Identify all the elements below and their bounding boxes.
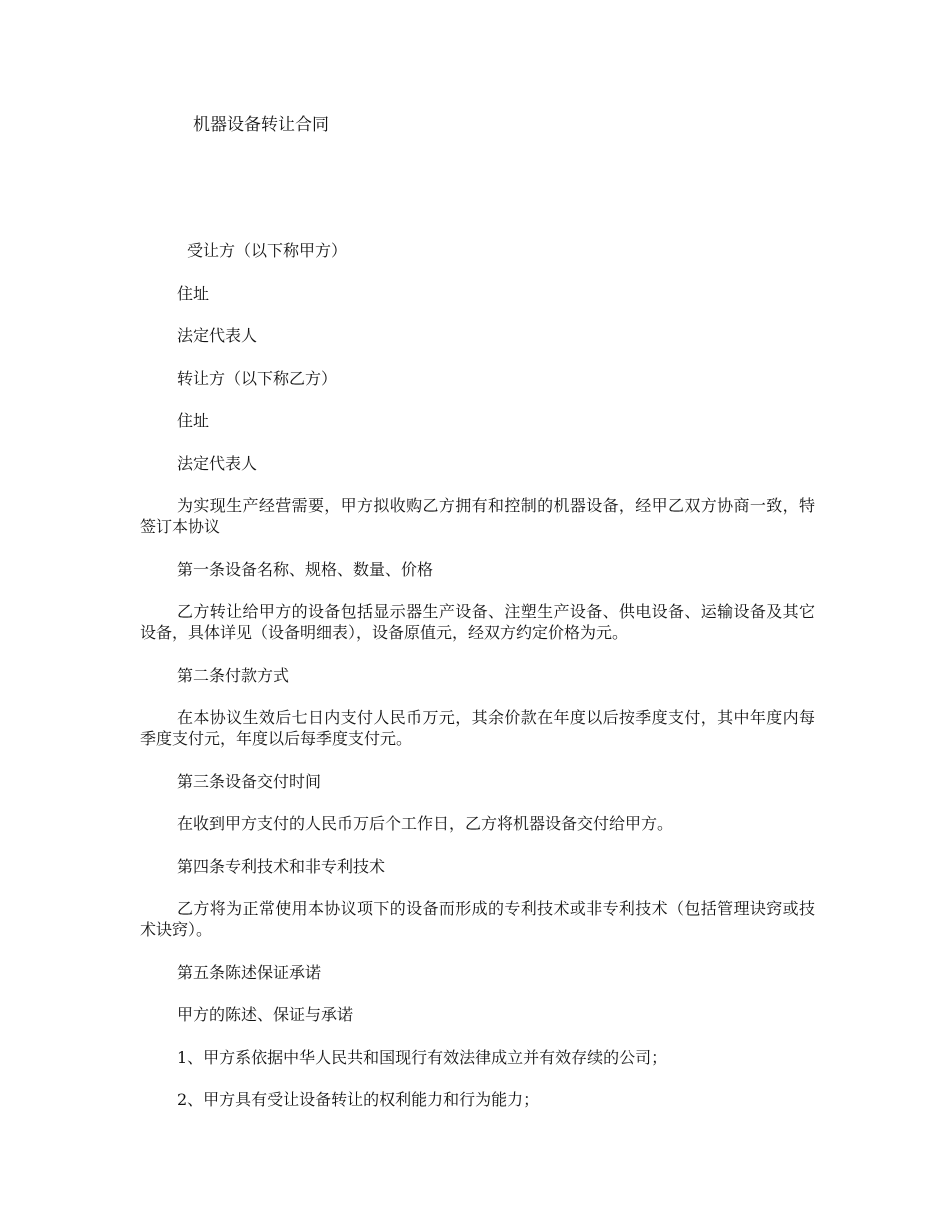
article-4-heading: 第四条专利技术和非专利技术 xyxy=(177,856,386,876)
article-1-heading: 第一条设备名称、规格、数量、价格 xyxy=(177,559,434,579)
representation-item-1: 1、甲方系依据中华人民共和国现行有效法律成立并有效存续的公司； xyxy=(177,1047,668,1067)
document-title: 机器设备转让合同 xyxy=(193,115,329,135)
party-b-heading: 转让方（以下称乙方） xyxy=(177,368,338,388)
party-a-representative: 法定代表人 xyxy=(177,326,258,345)
preamble-paragraph: 为实现生产经营需要，甲方拟收购乙方拥有和控制的机器设备，经甲乙双方协商一致，特签订本协议 xyxy=(140,496,815,536)
party-b-representative: 法定代表人 xyxy=(177,453,258,473)
party-a-representations-heading: 甲方的陈述、保证与承诺 xyxy=(177,1005,354,1024)
article-2-heading: 第二条付款方式 xyxy=(177,665,290,685)
party-a-heading: 受让方（以下称甲方） xyxy=(187,241,348,260)
article-2-text: 在本协议生效后七日内支付人民币万元，其余价款在年度以后按季度支付，其中年度内每季度支付元，年度以后每季度支付元。 xyxy=(140,708,815,748)
representation-item-2: 2、甲方具有受让设备转让的权利能力和行为能力； xyxy=(177,1090,540,1109)
document-body xyxy=(140,240,815,1110)
article-5-heading: 第五条陈述保证承诺 xyxy=(177,962,322,982)
article-4-text: 乙方将为正常使用本协议项下的设备而形成的专利技术或非专利技术（包括管理诀窍或技术诀窍）。 xyxy=(140,899,815,939)
article-3-text: 在收到甲方支付的人民币万后个工作日，乙方将机器设备交付给甲方。 xyxy=(177,814,674,833)
article-1-text: 乙方转让给甲方的设备包括显示器生产设备、注塑生产设备、供电设备、运输设备及其它设备，具体详见（设备明细表），设备原值元，经双方约定价格为元。 xyxy=(140,602,815,642)
article-3-heading: 第三条设备交付时间 xyxy=(177,771,322,791)
party-b-address: 住址 xyxy=(177,411,210,430)
party-a-address: 住址 xyxy=(177,283,210,303)
